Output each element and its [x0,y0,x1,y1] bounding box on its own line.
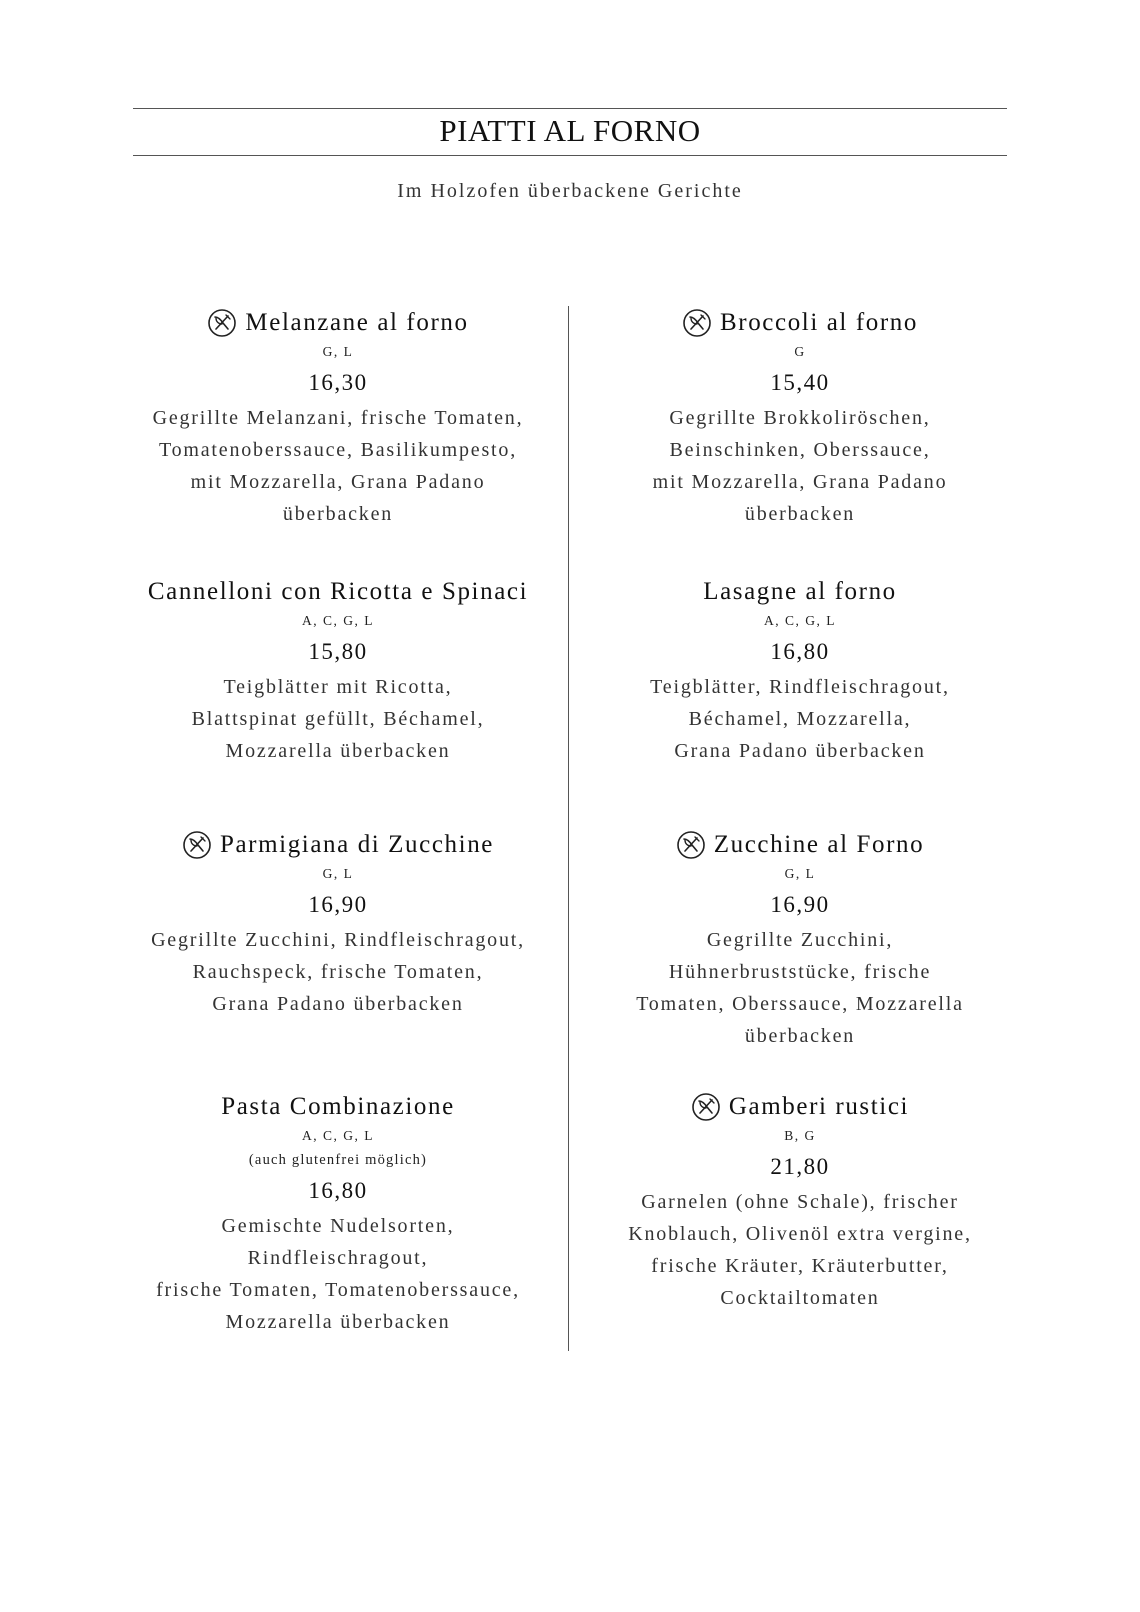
description-line: Blattspinat gefüllt, Béchamel, [191,708,485,730]
allergen-codes: A, C, G, L [302,1128,374,1143]
description-line: Garnelen (ohne Schale), frischer [641,1191,959,1213]
dish-price: 16,90 [308,892,368,917]
description-line: Teigblätter, Rindfleischragout, [650,676,950,698]
description-line: Gegrillte Zucchini, Rindfleischragout, [151,929,525,951]
dish-name: Cannelloni con Ricotta e Spinaci [147,578,529,605]
description-line: Rauchspeck, frische Tomaten, [192,961,484,983]
description-line: Tomatenoberssauce, Basilikumpesto, [158,439,518,461]
description-line: Gegrillte Brokkoliröschen, [669,407,931,429]
allergen-codes: B, G [784,1128,816,1143]
dish-description [120,402,556,530]
dish-name-row [582,306,1018,340]
dish-name-row [120,575,556,609]
description-line: frische Kräuter, Kräuterbutter, [651,1255,949,1277]
dish-price: 16,90 [770,892,830,917]
page-subtitle: Im Holzofen überbackene Gerichte [397,180,743,202]
dish-description [120,924,556,1020]
allergen-codes: G, L [784,866,816,881]
description-line: überbacken [282,503,394,525]
vegetarian-icon [682,308,712,338]
description-line: überbacken [744,503,856,525]
menu-item-parmigiana-di-zucchine [120,828,556,1020]
description-line: Rindfleischragout, [247,1247,429,1269]
menu-item-melanzane-al-forno [120,306,556,530]
allergen-codes: A, C, G, L [302,613,374,628]
column-divider [568,306,569,1351]
description-line: Mozzarella überbacken [225,1311,451,1333]
allergen-codes: G, L [322,344,354,359]
menu-item-cannelloni [120,575,556,767]
dish-price: 16,30 [308,370,368,395]
dish-name-row [582,828,1018,862]
dish-name: Pasta Combinazione [221,1093,455,1120]
description-line: Gegrillte Melanzani, frische Tomaten, [152,407,524,429]
description-line: mit Mozzarella, Grana Padano [652,471,948,493]
dish-name: Melanzane al forno [245,309,469,336]
allergen-codes: G [794,344,806,359]
dish-name-row [582,1090,1018,1124]
page-title: PIATTI AL FORNO [439,113,701,148]
dish-description [582,402,1018,530]
dish-price: 21,80 [770,1154,830,1179]
vegetarian-icon [182,830,212,860]
description-line: Hühnerbruststücke, frische [668,961,932,983]
dish-price: 16,80 [308,1178,368,1203]
dish-price: 16,80 [770,639,830,664]
allergen-codes: G, L [322,866,354,881]
allergen-codes: A, C, G, L [764,613,836,628]
dish-name: Lasagne al forno [703,578,897,605]
dish-description [582,671,1018,767]
menu-item-pasta-combinazione [120,1090,556,1338]
description-line: Grana Padano überbacken [212,993,464,1015]
dish-description [582,1186,1018,1314]
menu-item-lasagne-al-forno [582,575,1018,767]
gluten-free-note: (auch glutenfrei möglich) [248,1152,428,1168]
dish-name-row [120,306,556,340]
vegetarian-icon [676,830,706,860]
dish-name-row [120,1090,556,1124]
dish-name: Broccoli al forno [720,309,918,336]
description-line: frische Tomaten, Tomatenoberssauce, [156,1279,520,1301]
description-line: Tomaten, Oberssauce, Mozzarella [636,993,964,1015]
vegetarian-icon [691,1092,721,1122]
description-line: Knoblauch, Olivenöl extra vergine, [628,1223,972,1245]
description-line: Béchamel, Mozzarella, [688,708,912,730]
menu-item-gamberi-rustici [582,1090,1018,1314]
menu-item-zucchine-al-forno [582,828,1018,1052]
description-line: Cocktailtomaten [720,1287,880,1309]
header-bottom-rule [133,155,1007,156]
dish-price: 15,40 [770,370,830,395]
description-line: Grana Padano überbacken [674,740,926,762]
dish-name-row [120,828,556,862]
dish-price: 15,80 [308,639,368,664]
description-line: Mozzarella überbacken [225,740,451,762]
menu-item-broccoli-al-forno [582,306,1018,530]
dish-description [582,924,1018,1052]
description-line: Gemischte Nudelsorten, [221,1215,455,1237]
dish-description [120,1210,556,1338]
dish-name-row [582,575,1018,609]
dish-name: Parmigiana di Zucchine [219,831,494,858]
header-top-rule [133,108,1007,109]
dish-name: Zucchine al Forno [713,831,925,858]
dish-name: Gamberi rustici [728,1093,910,1120]
description-line: Gegrillte Zucchini, [706,929,894,951]
description-line: Teigblätter mit Ricotta, [223,676,453,698]
vegetarian-icon [207,308,237,338]
description-line: mit Mozzarella, Grana Padano [190,471,486,493]
description-line: Beinschinken, Oberssauce, [669,439,931,461]
dish-description [120,671,556,767]
description-line: überbacken [744,1025,856,1047]
